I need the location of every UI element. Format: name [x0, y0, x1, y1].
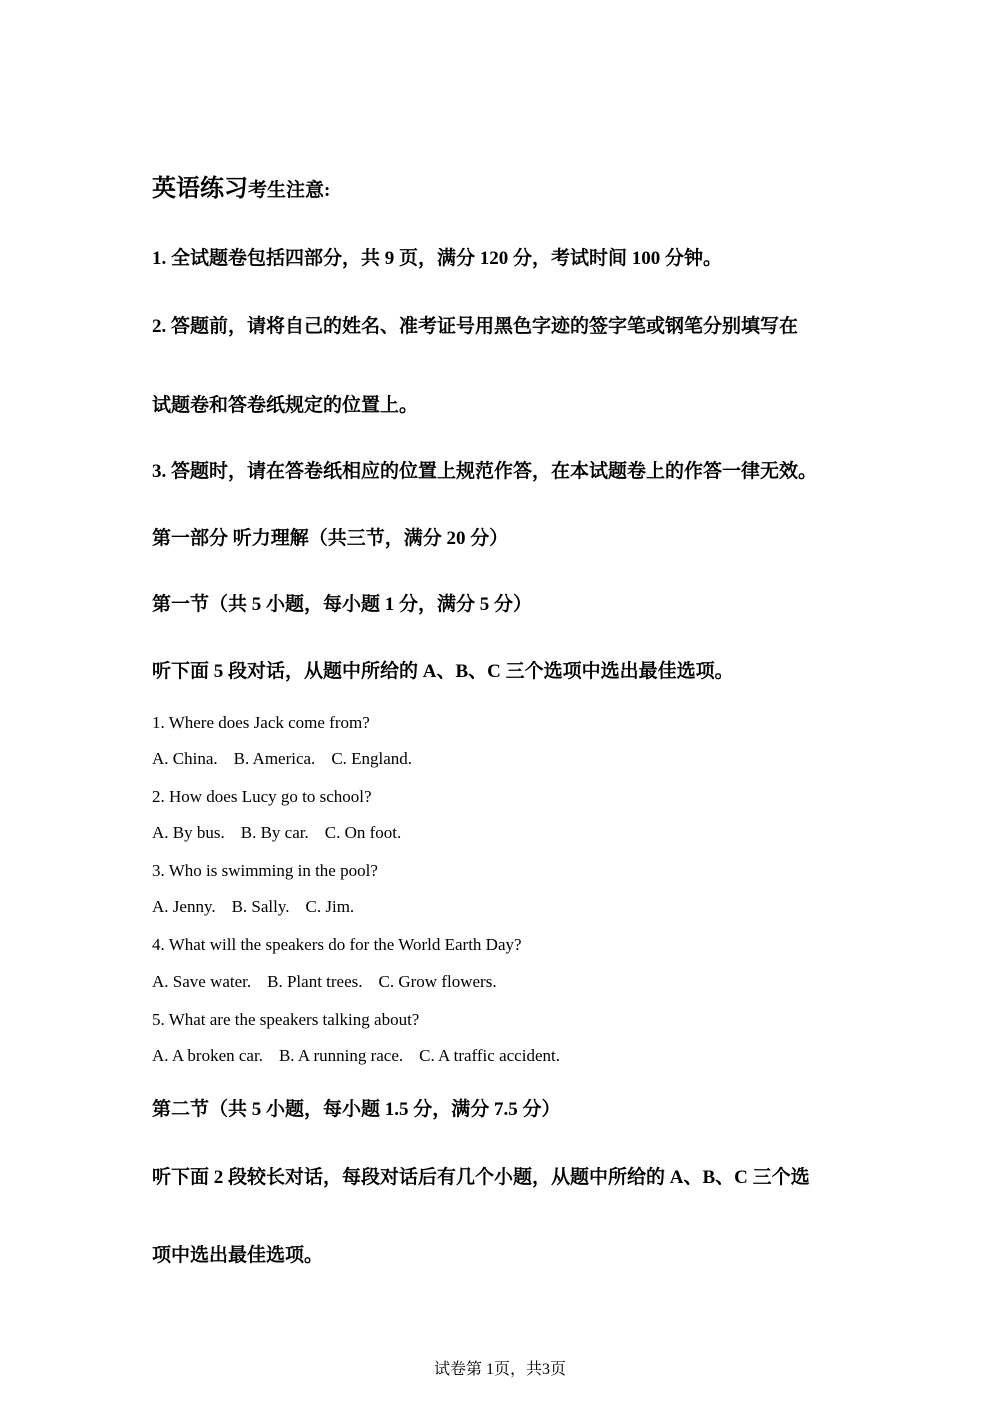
section1-instruction: 听下面 5 段对话，从题中所给的 A、B、C 三个选项中选出最佳选项。: [152, 661, 734, 682]
question-2: 2. How does Lucy go to school?: [152, 787, 372, 806]
note-2-line-1: 2. 答题前，请将自己的姓名、准考证号用黑色字迹的签字笔或钢笔分别填写在: [152, 316, 799, 337]
option-a: A. Jenny.: [152, 897, 216, 916]
option-b: B. A running race.: [278, 1046, 404, 1065]
option-c: C. England.: [331, 749, 413, 768]
question-5: 5. What are the speakers talking about?: [152, 1010, 420, 1029]
section2-heading: 第二节（共 5 小题，每小题 1.5 分，满分 7.5 分）: [152, 1099, 561, 1120]
option-a: A. China.: [152, 749, 218, 768]
notice-label: 考生注意:: [248, 180, 331, 201]
option-b: B. Sally.: [231, 897, 290, 916]
page-header: [152, 168, 330, 203]
page-footer: 试卷第 1页，共3页: [433, 1361, 566, 1378]
note-3: 3. 答题时，请在答卷纸相应的位置上规范作答，在本试题卷上的作答一律无效。: [152, 461, 818, 482]
page-title: 英语练习: [152, 176, 248, 202]
option-c: C. On foot.: [324, 823, 402, 842]
question-1: 1. Where does Jack come from?: [152, 713, 370, 732]
option-b: B. America.: [233, 749, 316, 768]
question-3-options: [152, 897, 370, 917]
note-2-line-2: 试题卷和答卷纸规定的位置上。: [152, 395, 419, 416]
option-c: C. Jim.: [305, 897, 355, 916]
question-5-options: [152, 1046, 576, 1066]
question-3: 3. Who is swimming in the pool?: [152, 861, 378, 880]
question-4-options: [152, 972, 513, 992]
section2-instruction-line-1: 听下面 2 段较长对话，每段对话后有几个小题，从题中所给的 A、B、C 三个选: [152, 1167, 810, 1188]
option-a: A. Save water.: [152, 972, 252, 991]
part1-heading: 第一部分 听力理解（共三节，满分 20 分）: [152, 528, 509, 549]
option-a: A. A broken car.: [152, 1046, 263, 1065]
question-4: 4. What will the speakers do for the World Earth Day?: [152, 935, 522, 954]
option-c: C. A traffic accident.: [419, 1046, 560, 1065]
option-a: A. By bus.: [152, 823, 225, 842]
option-b: B. Plant trees.: [267, 972, 363, 991]
section1-heading: 第一节（共 5 小题，每小题 1 分，满分 5 分）: [152, 594, 533, 615]
option-c: C. Grow flowers.: [378, 972, 497, 991]
section2-instruction-line-2: 项中选出最佳选项。: [152, 1245, 324, 1266]
question-1-options: [152, 749, 428, 769]
question-2-options: [152, 823, 417, 843]
note-1: 1. 全试题卷包括四部分，共 9 页，满分 120 分，考试时间 100 分钟。: [152, 248, 723, 269]
option-b: B. By car.: [240, 823, 309, 842]
